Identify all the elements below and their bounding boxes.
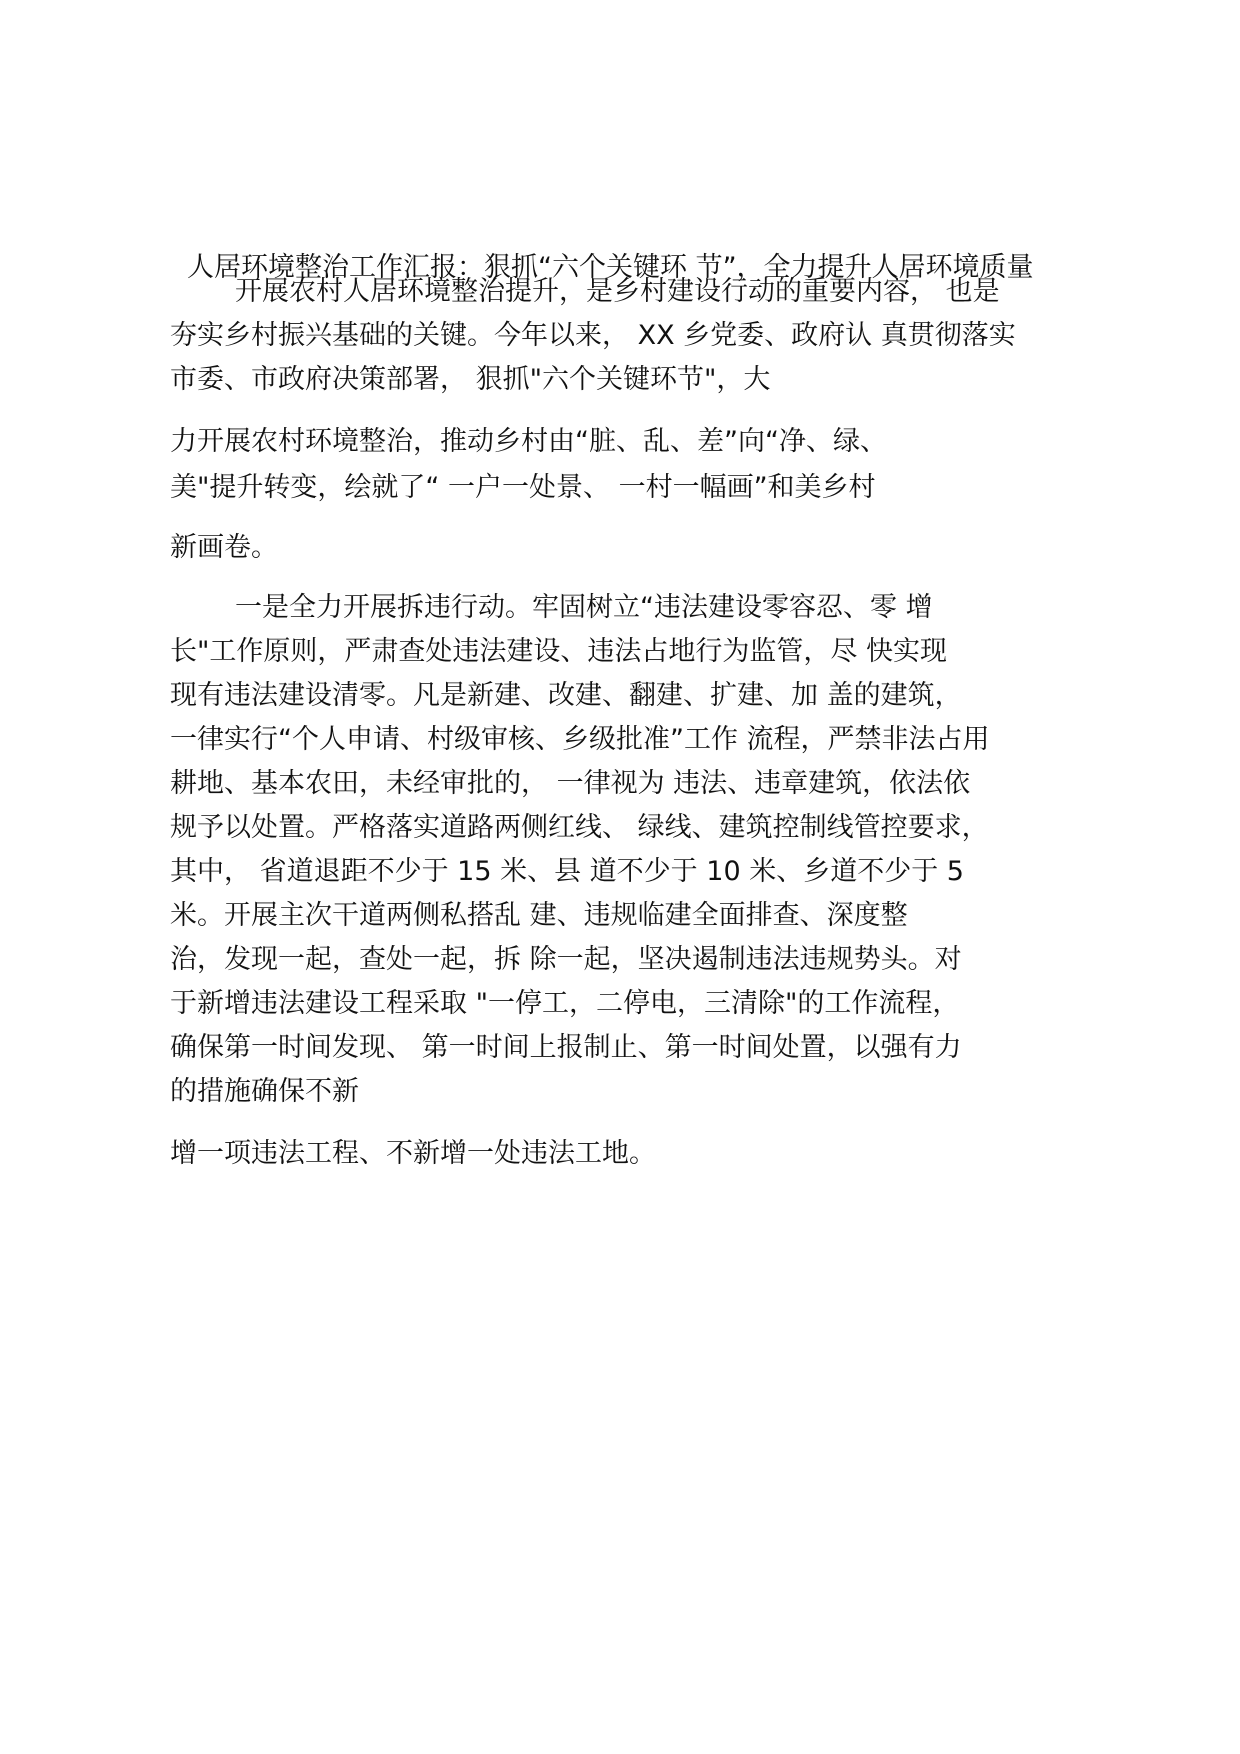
text-line: 治，发现一起，查处一起，拆 除一起，坚决遏制违法违规势头。对 xyxy=(170,944,962,975)
text-line: 市委、市政府决策部署， 狠抓"六个关键环节"，大 xyxy=(170,364,771,395)
text-line: 美"提升转变，绘就了“ 一户一处景、 一村一幅画”和美乡村 xyxy=(170,472,876,503)
text-line: 确保第一时间发现、 第一时间上报制止、第一时间处置，以强有力 xyxy=(170,1032,962,1063)
document-title: 人居环境整治工作汇报：狠抓“六个关键环 节”，全力提升人居环境质量 xyxy=(187,252,1034,283)
text-line: 长"工作原则，严肃查处违法建设、违法占地行为监管，尽 快实现 xyxy=(170,636,948,667)
text-line: 力开展农村环境整治，推动乡村由“脏、乱、差”向“净、绿、 xyxy=(170,426,887,457)
text-line: 米。开展主次干道两侧私搭乱 建、违规临建全面排查、深度整 xyxy=(170,900,908,931)
text-line: 的措施确保不新 xyxy=(170,1076,359,1107)
text-line: 于新增违法建设工程采取 "一停工，二停电，三清除"的工作流程， xyxy=(170,988,960,1019)
text-line: 其中， 省道退距不少于 15 米、县 道不少于 10 米、乡道不少于 5 xyxy=(170,856,964,887)
text-line: 新画卷。 xyxy=(170,532,278,563)
text-line: 现有违法建设清零。凡是新建、改建、翻建、扩建、加 盖的建筑， xyxy=(170,680,962,711)
text-line: 耕地、基本农田，未经审批的， 一律视为 违法、违章建筑，依法依 xyxy=(170,768,971,799)
text-line: 开展农村人居环境整治提升，是乡村建设行动的重要内容， 也是 xyxy=(235,276,1000,307)
text-line: 增一项违法工程、不新增一处违法工地。 xyxy=(170,1138,656,1169)
text-line: 一是全力开展拆违行动。牢固树立“违法建设零容忍、零 增 xyxy=(235,592,933,623)
text-line: 一律实行“个人申请、村级审核、乡级批准”工作 流程，严禁非法占用 xyxy=(170,724,990,755)
text-line: 夯实乡村振兴基础的关键。今年以来， XX 乡党委、政府认 真贯彻落实 xyxy=(170,320,1016,351)
text-line: 规予以处置。严格落实道路两侧红线、 绿线、建筑控制线管控要求， xyxy=(170,812,989,843)
